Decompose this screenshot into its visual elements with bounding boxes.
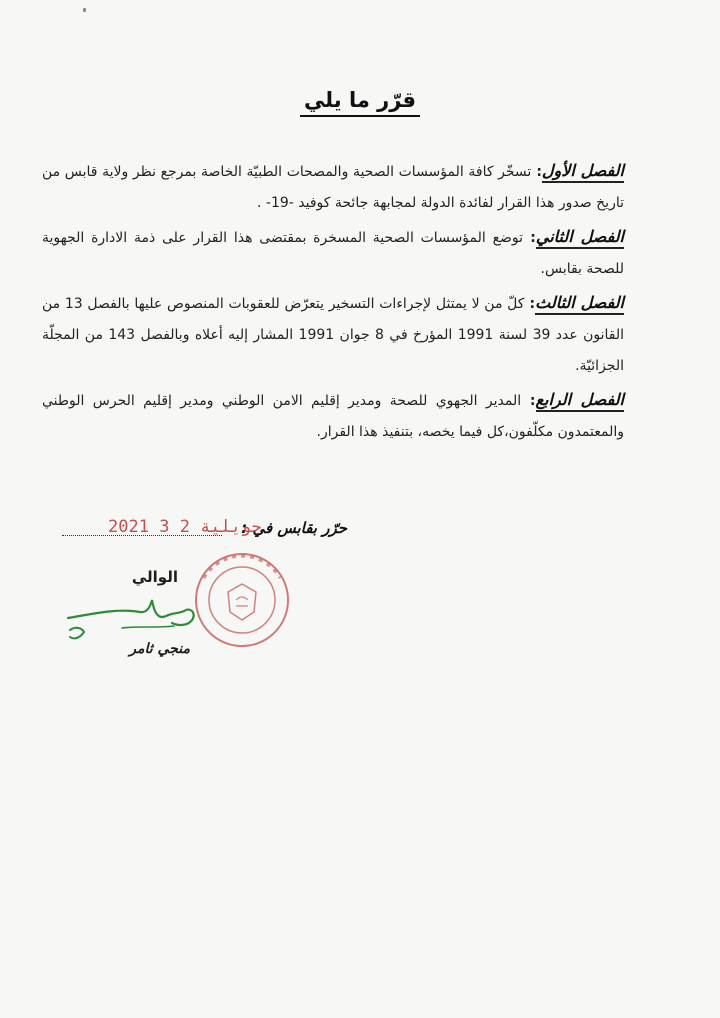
governor-name: منجي ثامر	[129, 641, 190, 657]
chapter-4: الفصل الرابع: المدير الجهوي للصحة ومدير إقليم الامن الوطني ومدير إقليم الحرس الوطني والمعتمدون مكلّفون،كل فيما يخصه، بتنفيذ هذا القرار.	[42, 390, 624, 440]
chapter-1: الفصل الأول: تسخّر كافة المؤسسات الصحية والمصحات الطبيّة الخاصة بمرجع نظر ولاية قابس من تاريخ صدور هذا القرار لفائدة الدولة لمجابهة جائحة كوفيد -19- .	[42, 161, 624, 211]
chapter-3-text: كلّ من لا يمتثل لإجراءات التسخير يتعرّض للعقوبات المنصوص عليها بالفصل 13 من القانون عدد 39 لسنة 1991 المؤرخ في 8 جوان 1991 المشار إليه أعلاه وبالفصل 143 من المجلّة الجزائيّة.	[42, 296, 624, 374]
chapter-4-label: الفصل الرابع	[536, 390, 624, 412]
chapter-2: الفصل الثاني: توضع المؤسسات الصحية المسخرة بمقتضى هذا القرار على ذمة الادارة الجهوية للصحة بقابس.	[42, 227, 625, 277]
date-stamp: 2021 جويلية 2 3	[108, 517, 262, 537]
signed-place-date	[62, 515, 347, 545]
signed-label: حرّر بقابس في :	[241, 519, 347, 537]
chapter-2-label: الفصل الثاني	[536, 227, 624, 249]
chapter-1-label: الفصل الأول	[542, 161, 624, 183]
scan-speck	[83, 8, 86, 12]
official-seal	[192, 550, 292, 650]
decision-title	[0, 88, 720, 117]
chapter-3: الفصل الثالث: كلّ من لا يمتثل لإجراءات التسخير يتعرّض للعقوبات المنصوص عليها بالفصل 13 من القانون عدد 39 لسنة 1991 المؤرخ في 8 جوان 1991 المشار إليه أعلاه وبالفصل 143 من المجلّة الجزائيّة.	[42, 293, 624, 374]
chapter-2-text: توضع المؤسسات الصحية المسخرة بمقتضى هذا القرار على ذمة الادارة الجهوية للصحة بقابس.	[42, 230, 624, 277]
decision-title-text: قرّر ما يلي	[300, 88, 420, 117]
chapter-3-label: الفصل الثالث	[535, 293, 624, 315]
chapter-1-text: تسخّر كافة المؤسسات الصحية والمصحات الطبيّة الخاصة بمرجع نظر ولاية قابس من تاريخ صدور هذا القرار لفائدة الدولة لمجابهة جائحة كوفيد -19- .	[42, 164, 624, 211]
document-body	[42, 155, 624, 450]
chapter-4-text: المدير الجهوي للصحة ومدير إقليم الامن الوطني ومدير إقليم الحرس الوطني والمعتمدون مكلّفون،كل فيما يخصه، بتنفيذ هذا القرار.	[42, 393, 624, 440]
governor-title: الوالي	[131, 568, 178, 586]
